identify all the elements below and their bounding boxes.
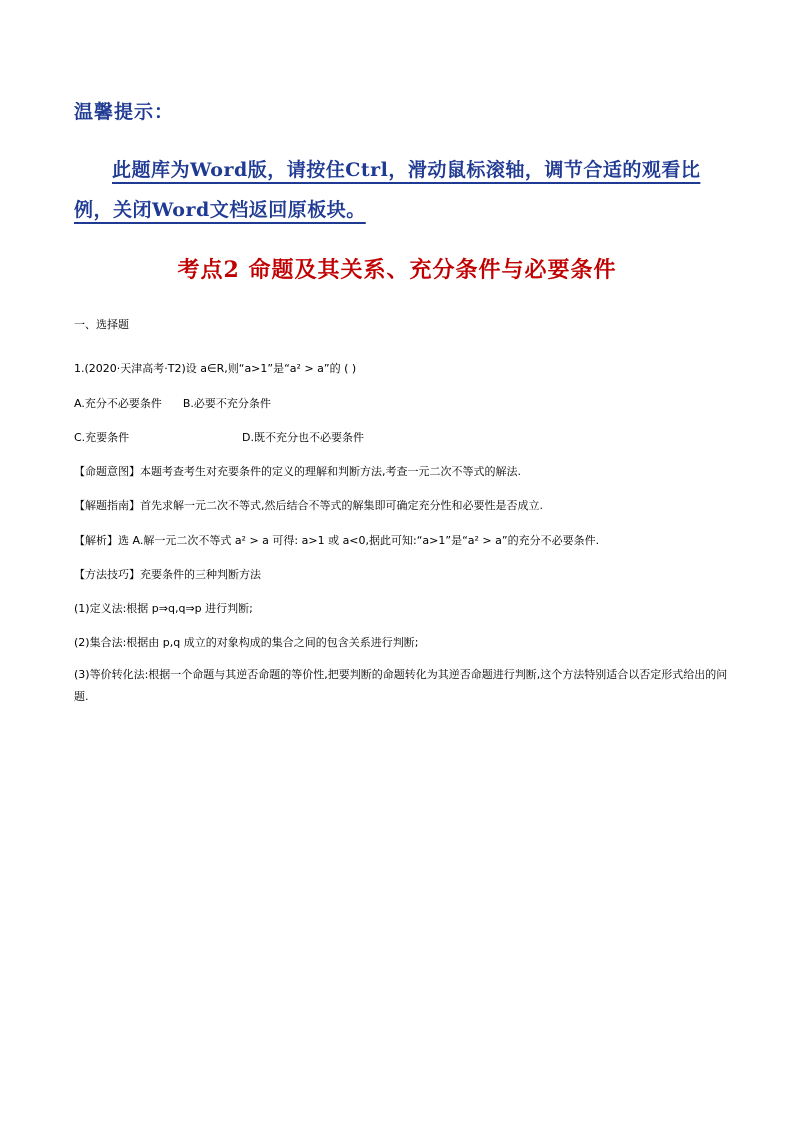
option-b: B.必要不充分条件 <box>182 397 271 410</box>
option-c: C.充要条件 <box>74 431 130 444</box>
analysis-solution: 【解析】选 A.解一元二次不等式 a² > a 可得: a>1 或 a<0,据此可知:“a>1”是“a² > a”的充分不必要条件. <box>74 534 600 547</box>
analysis-guide: 【解题指南】首先求解一元二次不等式,然后结合不等式的解集即可确定充分性和必要性是否成立. <box>74 499 543 512</box>
options-row-2 <box>74 430 474 446</box>
notice-title: 温馨提示： <box>74 101 175 123</box>
analysis-intent: 【命题意图】本题考查考生对充要条件的定义的理解和判断方法,考查一元二次不等式的解法. <box>74 465 521 478</box>
notice-body-text: 此题库为Word版，请按住Ctrl，滑动鼠标滚轴，调节合适的观看比例，关闭Word文档返回原板块。 <box>74 159 701 221</box>
options-row-1 <box>74 396 271 412</box>
question-stem: 1.(2020·天津高考·T2)设 a∈R,则“a>1”是“a² > a”的 ( ) <box>74 362 357 375</box>
page-title: 考点2 命题及其关系、充分条件与必要条件 <box>177 257 617 283</box>
method-tips-title: 【方法技巧】充要条件的三种判断方法 <box>74 568 261 581</box>
method-tip-2: (2)集合法:根据由 p,q 成立的对象构成的集合之间的包含关系进行判断; <box>74 636 419 649</box>
notice-body <box>74 150 734 230</box>
option-a: A.充分不必要条件 <box>74 397 162 410</box>
method-tip-1: (1)定义法:根据 p⇒q,q⇒p 进行判断; <box>74 602 253 615</box>
option-d: D.既不充分也不必要条件 <box>242 431 364 444</box>
method-tip-3: (3)等价转化法:根据一个命题与其逆否命题的等价性,把要判断的命题转化为其逆否命题进行判断,这个方法特别适合以否定形式给出的问题. <box>74 668 728 703</box>
section-label: 一、选择题 <box>74 318 129 331</box>
